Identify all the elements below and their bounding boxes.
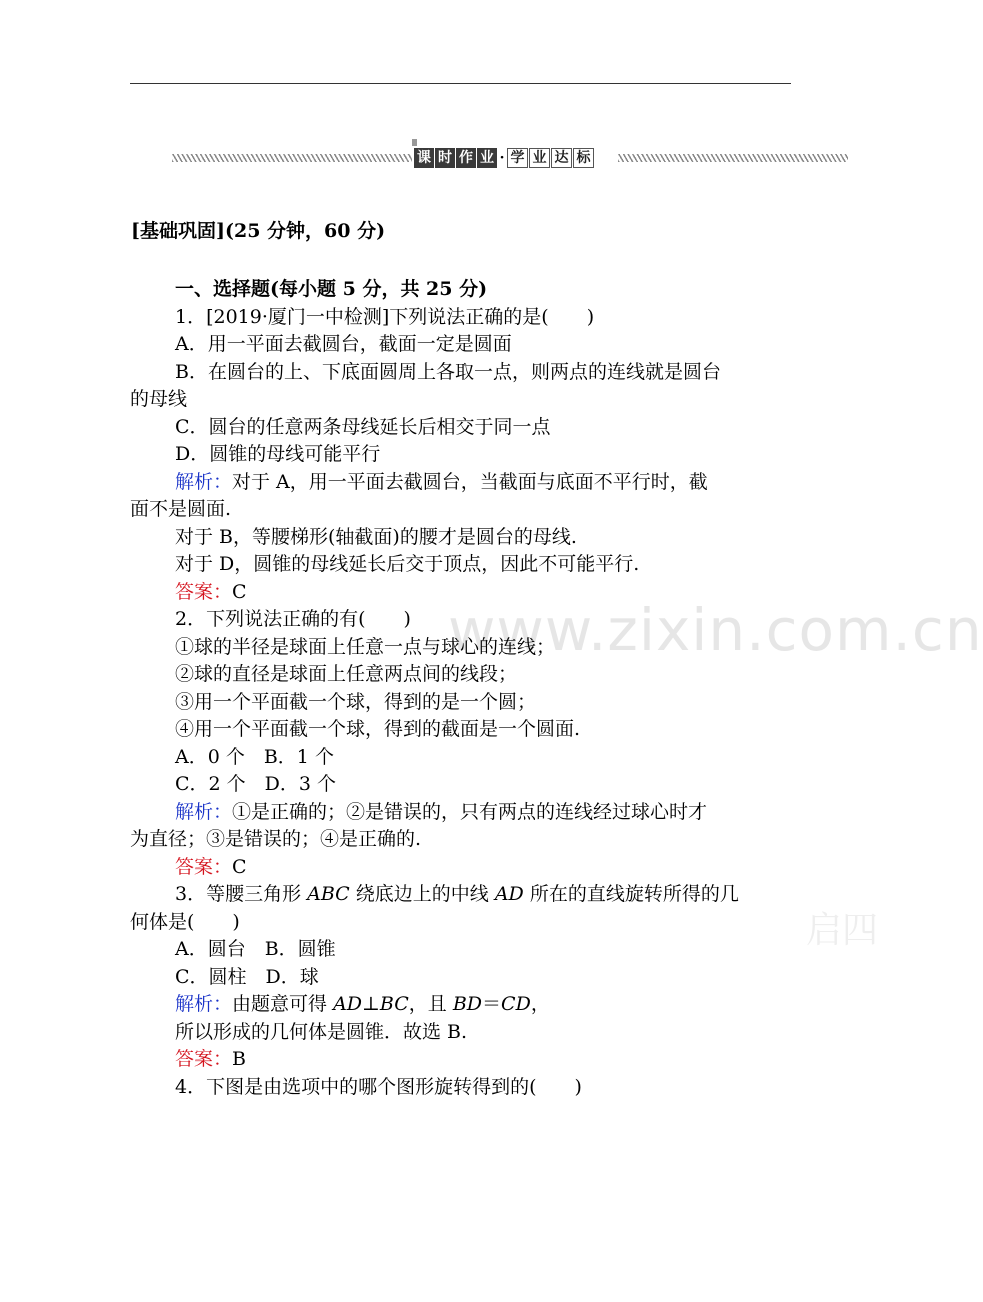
q3-stem [130,881,790,909]
analysis-text: 对于 A，用一平面去截圆台，当截面与底面不平行时，截 [232,470,708,493]
section-banner [172,146,848,170]
q3-var-bd: BD [452,993,483,1015]
part-heading: 一、选择题(每小题 5 分，共 25 分) [175,278,488,300]
q1-stem: 1．[2019·厦门一中检测]下列说法正确的是( ) [175,305,595,328]
answer-value: B [232,1048,246,1070]
q3-stem-part: 绕底边上的中线 [349,883,495,905]
answer-label: 答案： [175,580,233,603]
q2-statement-2: ②球的直径是球面上任意两点间的线段； [175,663,518,685]
q1-answer [130,579,790,607]
q3-options-ab: A．圆台 B．圆锥 [175,938,336,960]
q1-analysis-cont: 面不是圆面. [130,498,232,520]
analysis-text: ，且 [408,993,453,1015]
equals-symbol: ＝ [482,993,502,1015]
q2-analysis [130,799,790,827]
q1-option-a: A．用一平面去截圆台，截面一定是圆面 [175,333,512,355]
banner-hatch-right [618,154,848,162]
answer-value: C [232,855,247,878]
answer-label: 答案： [175,1048,233,1070]
q1-analysis [130,469,790,497]
answer-label: 答案： [175,855,233,878]
q3-stem-part: 所在的直线旋转所得的几 [523,883,739,905]
analysis-text: ①是正确的；②是错误的，只有两点的连线经过球心时才 [232,800,708,823]
watermark-corner: 启四 [806,910,879,951]
banner-cell: 业 [477,148,497,168]
q3-var-bc: BC [379,993,409,1015]
analysis-label: 解析： [175,800,233,823]
watermark: www.zixin.com.cn [448,596,983,664]
exercise-content [130,276,790,1101]
q1-option-c: C．圆台的任意两条母线延长后相交于同一点 [175,415,551,438]
q3-analysis [130,991,790,1019]
banner-tag [414,146,595,170]
q3-analysis-cont: 所以形成的几何体是圆锥．故选 B. [175,1020,468,1043]
analysis-label: 解析： [175,993,233,1015]
q3-var-ad: AD [333,993,363,1015]
section-title: [基础巩固](25 分钟，60 分) [131,220,386,242]
q3-var-abc: ABC [307,883,350,905]
q1-option-b-cont: 的母线 [130,388,188,410]
q2-answer [130,854,790,882]
q3-var-cd: CD [501,993,531,1015]
q3-answer [130,1046,790,1074]
q3-options-cd: C．圆柱 D．球 [175,965,319,988]
q3-var-ad: AD [494,883,524,905]
banner-separator: · [499,150,505,166]
q2-statement-1: ①球的半径是球面上任意一点与球心的连线； [175,635,556,658]
q2-statement-3: ③用一个平面截一个球，得到的是一个圆； [175,690,537,713]
q4-stem: 4．下图是由选项中的哪个图形旋转得到的( ) [175,1075,582,1098]
perp-symbol: ⊥ [362,993,380,1015]
q2-statement-4: ④用一个平面截一个球，得到的截面是一个圆面. [175,718,581,740]
q1-option-b: B．在圆台的上、下底面圆周上各取一点，则两点的连线就是圆台 [175,360,721,383]
q1-analysis-d: 对于 D，圆锥的母线延长后交于顶点，因此不可能平行. [175,553,640,575]
q1-analysis-b: 对于 B，等腰梯形(轴截面)的腰才是圆台的母线. [175,525,577,548]
answer-value: C [232,580,247,603]
q3-stem-cont: 何体是( ) [130,910,240,933]
banner-cell: 学 [507,148,528,168]
banner-cell: 标 [573,148,594,168]
banner-cell: 课 [414,148,434,168]
q2-analysis-cont: 为直径；③是错误的；④是正确的. [130,828,422,850]
banner-cell: 达 [551,148,572,168]
banner-corner-mark [412,139,417,146]
q2-options-cd: C．2 个 D．3 个 [175,773,337,795]
q2-options-ab: A．0 个 B．1 个 [175,745,334,768]
banner-cell: 时 [435,148,455,168]
banner-hatch-left [172,154,412,162]
banner-cell: 业 [529,148,550,168]
analysis-label: 解析： [175,470,233,493]
analysis-text: 由题意可得 [232,993,334,1015]
banner-cell: 作 [456,148,476,168]
q2-stem: 2．下列说法正确的有( ) [175,608,411,630]
q1-option-d: D．圆锥的母线可能平行 [175,443,381,465]
header-rule [130,83,791,84]
analysis-text: ， [530,993,550,1015]
q3-stem-part: 3．等腰三角形 [175,883,308,905]
